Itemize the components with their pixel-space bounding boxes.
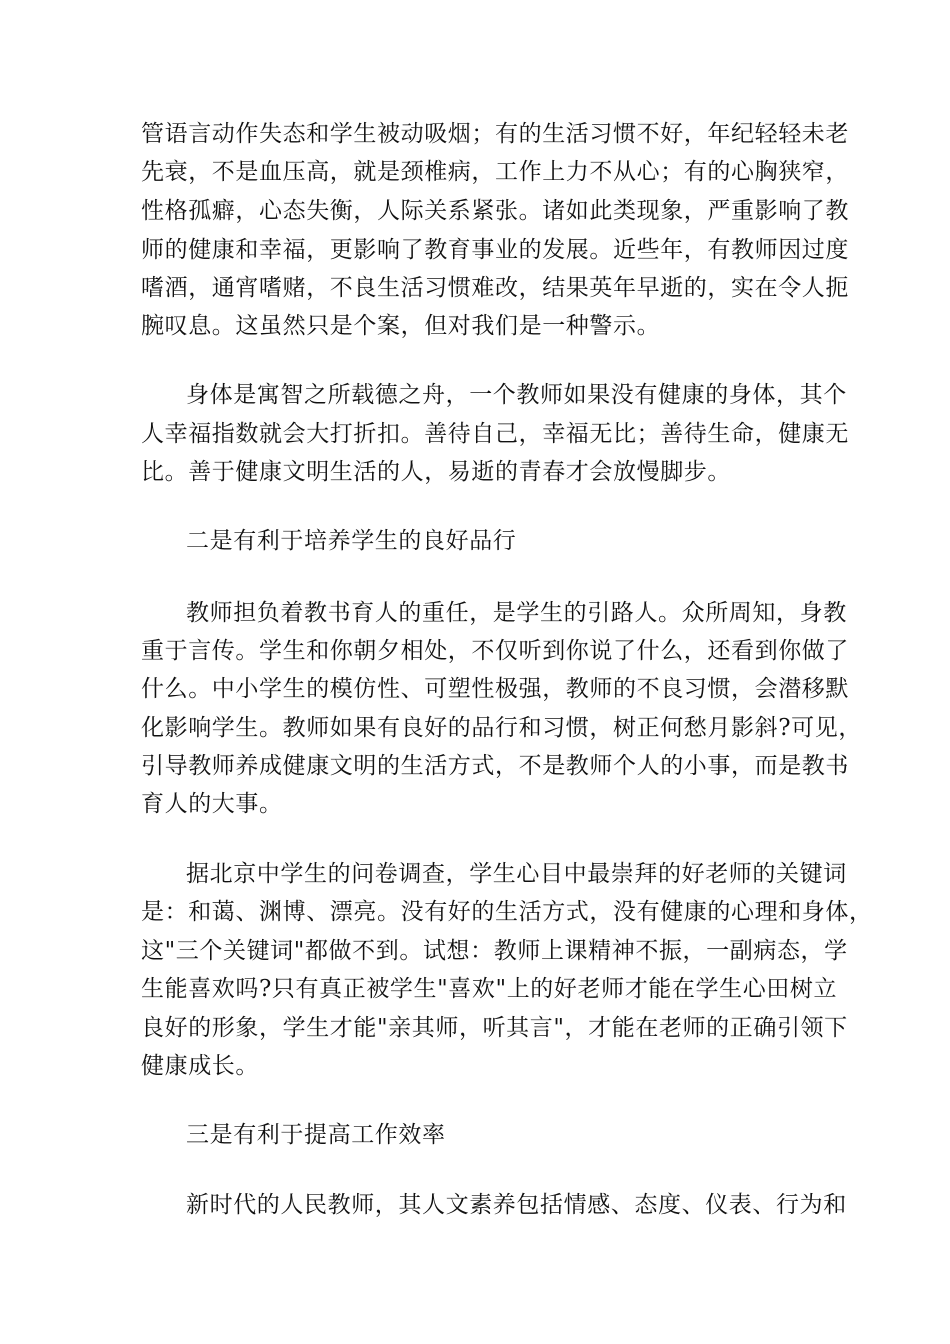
paragraph-1-line-3: [0, 192, 950, 230]
section-heading-3: [0, 1116, 950, 1154]
paragraph-1-line-6: [0, 307, 950, 345]
paragraph-4-line-2: [0, 893, 950, 931]
text-line: 生能喜欢吗?只有真正被学生"喜欢"上的好老师才能在学生心田树立: [141, 976, 838, 1002]
text-line: 是：和蔼、渊博、漂亮。没有好的生活方式，没有健康的心理和身体，: [141, 899, 873, 925]
text-line: 化影响学生。教师如果有良好的品行和习惯，树正何愁月影斜?可见，: [141, 715, 862, 741]
text-line: 健康成长。: [141, 1053, 259, 1079]
paragraph-2-line-1: [0, 376, 950, 414]
paragraph-2-line-2: [0, 415, 950, 453]
paragraph-3-line-3: [0, 670, 950, 708]
text-line: 人幸福指数就会大打折扣。善待自己，幸福无比；善待生命，健康无: [141, 421, 849, 447]
paragraph-3-line-2: [0, 632, 950, 670]
paragraph-1-line-5: [0, 269, 950, 307]
text-line: 引导教师养成健康文明的生活方式，不是教师个人的小事，而是教书: [141, 753, 849, 779]
paragraph-1-line-2: [0, 153, 950, 191]
paragraph-4-line-6: [0, 1047, 950, 1085]
text-line: 先衰，不是血压高，就是颈椎病，工作上力不从心；有的心胸狭窄，: [141, 159, 849, 185]
text-line: 育人的大事。: [141, 791, 283, 817]
paragraph-4-line-4: [0, 970, 950, 1008]
paragraph-1-line-4: [0, 231, 950, 269]
text-line: 什么。中小学生的模仿性、可塑性极强，教师的不良习惯，会潜移默: [141, 676, 849, 702]
text-line: 嗜酒，通宵嗜赌，不良生活习惯难改，结果英年早逝的，实在令人扼: [141, 275, 849, 301]
text-line: 比。善于健康文明生活的人，易逝的青春才会放慢脚步。: [141, 459, 731, 485]
text-line: 身体是寓智之所载德之舟，一个教师如果没有健康的身体，其个: [186, 382, 847, 408]
paragraph-3-line-5: [0, 747, 950, 785]
text-line: 这"三个关键词"都做不到。试想：教师上课精神不振，一副病态，学: [141, 938, 848, 964]
paragraph-5-line-1: [0, 1186, 950, 1224]
text-line: 据北京中学生的问卷调查，学生心目中最崇拜的好老师的关键词: [186, 861, 847, 887]
text-line: 腕叹息。这虽然只是个案，但对我们是一种警示。: [141, 313, 661, 339]
text-line: 性格孤癖，心态失衡，人际关系紧张。诸如此类现象，严重影响了教: [141, 198, 849, 224]
text-line: 重于言传。学生和你朝夕相处，不仅听到你说了什么，还看到你做了: [141, 638, 849, 664]
text-line: 良好的形象，学生才能"亲其师，听其言"，才能在老师的正确引领下: [141, 1015, 848, 1041]
text-line: 管语言动作失态和学生被动吸烟；有的生活习惯不好，年纪轻轻未老: [141, 121, 849, 147]
paragraph-3-line-1: [0, 594, 950, 632]
text-line: 新时代的人民教师，其人文素养包括情感、态度、仪表、行为和: [186, 1192, 847, 1218]
paragraph-4-line-5: [0, 1009, 950, 1047]
paragraph-4-line-3: [0, 932, 950, 970]
paragraph-3-line-6: [0, 785, 950, 823]
heading-text: 三是有利于提高工作效率: [186, 1122, 446, 1148]
paragraph-2-line-3: [0, 453, 950, 491]
text-line: 教师担负着教书育人的重任，是学生的引路人。众所周知，身教: [186, 600, 847, 626]
heading-text: 二是有利于培养学生的良好品行: [186, 528, 517, 554]
paragraph-4-line-1: [0, 855, 950, 893]
section-heading-2: [0, 522, 950, 560]
paragraph-1-line-1: [0, 115, 950, 153]
text-line: 师的健康和幸福，更影响了教育事业的发展。近些年，有教师因过度: [141, 237, 849, 263]
paragraph-3-line-4: [0, 709, 950, 747]
